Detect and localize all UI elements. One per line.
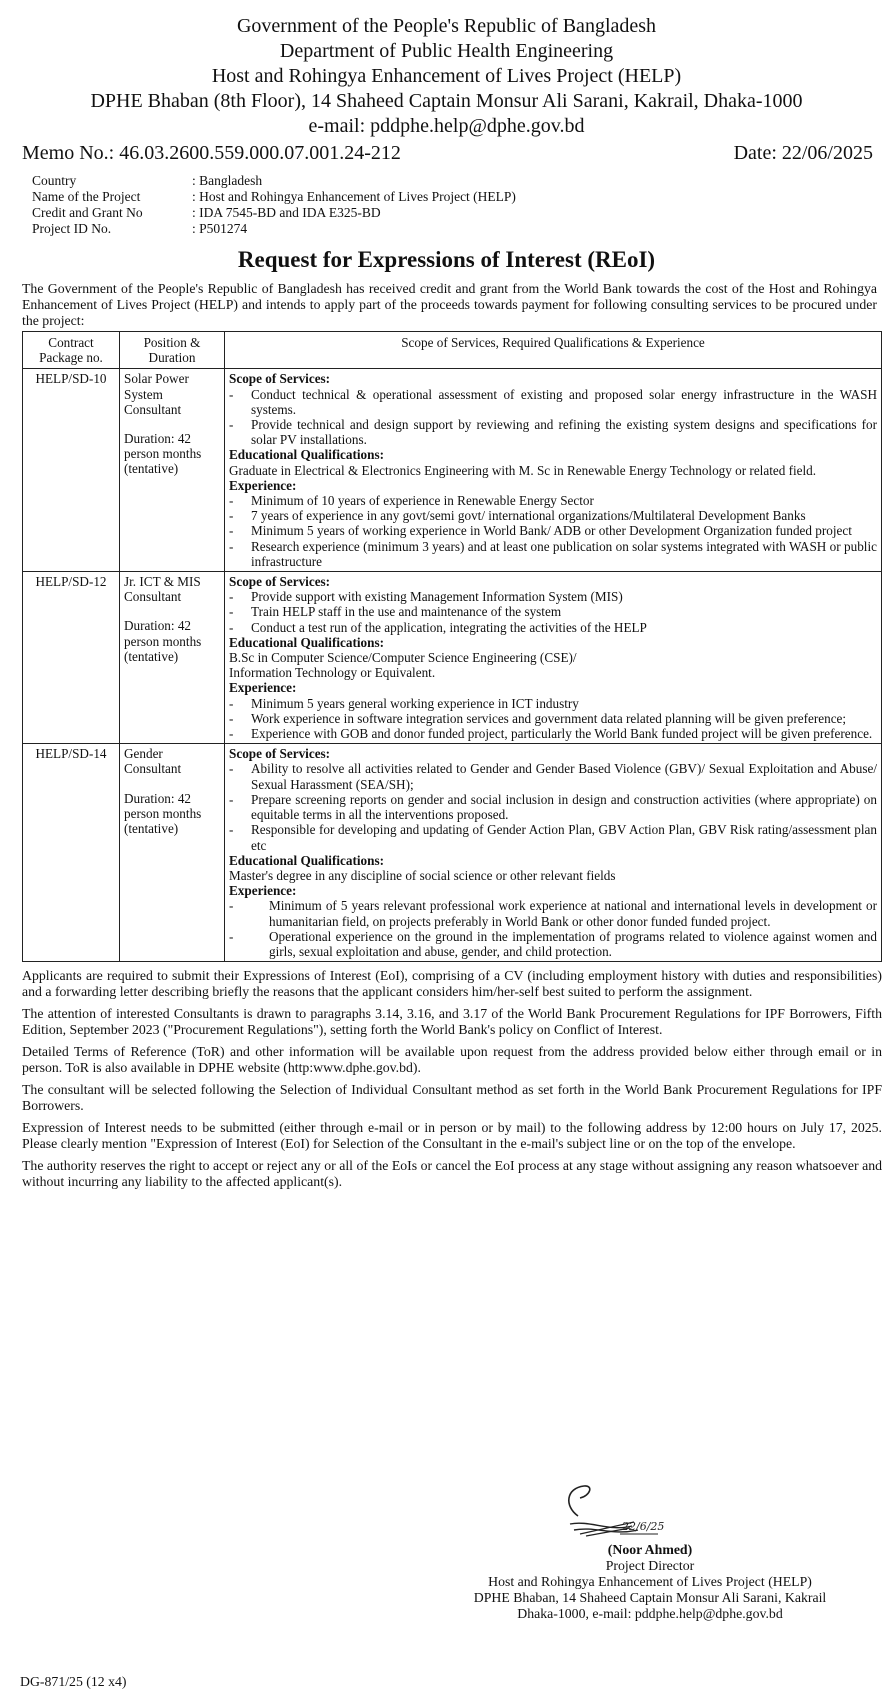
list-item: - Train HELP staff in the use and maintenance of the system [229,604,562,620]
memo-date: Date: 22/06/2025 [733,142,873,164]
experience-heading: Experience: [229,680,297,696]
intro-paragraph: The Government of the People's Republic of Bangladesh has received credit and grant from the World Bank towards the cost of the Host and Rohingya Enhancement of Lives Project (HELP) and intends to apply part of the proceeds towards payment for following consulting services to be procured under the project: [22,281,877,328]
body-paragraph: The authority reserves the right to accept or reject any or all of the EoIs or cancel the EoI process at any stage without assigning any reason whatsoever and without incurring any liability to the affected applicant(s). [22,1158,882,1190]
list-item: - 7 years of experience in any govt/semi govt/ international organizations/Multilateral Development Banks [229,508,806,524]
table-row [23,744,882,962]
table-row [23,572,882,744]
header-email: e-mail: pddphe.help@dphe.gov.bd [308,115,585,137]
list-item: - Prepare screening reports on gender and social inclusion in design and construction activities (where appropriate) on equitable terms in all the interventions proposed. [229,791,877,823]
list-item: - Operational experience on the ground in the implementation of programs related to violence against women and girls, sexual exploitation and abuse, gender, and child protection. [229,928,877,959]
meta-value: : IDA 7545-BD and IDA E325-BD [192,205,381,220]
meta-label: Project ID No. [32,221,112,236]
meta-label: Country [32,173,77,188]
education-text: B.Sc in Computer Science/Computer Science Engineering (CSE)/ [229,650,577,666]
list-item: - Responsible for developing and updating of Gender Action Plan, GBV Action Plan, GBV Risk rating/assessment plan etc [229,822,877,853]
col-header-position: Position & Duration [120,332,225,369]
signatory-title: Project Director [605,1558,695,1573]
position-duration: Duration: 42 person months (tentative) [124,618,202,664]
list-item: - Conduct a test run of the application, integrating the activities of the HELP [229,619,647,635]
header-department: Department of Public Health Engineering [279,40,614,62]
list-item: - Minimum 5 years general working experience in ICT industry [229,695,579,711]
list-item: - Provide support with existing Management Information System (MIS) [229,589,623,605]
meta-label: Credit and Grant No [32,205,143,220]
position-duration: Duration: 42 person months (tentative) [124,431,202,477]
list-item: - Experience with GOB and donor funded project, particularly the World Bank funded project will be given preference. [229,726,873,742]
signatory-address: DPHE Bhaban, 14 Shaheed Captain Monsur Ali Sarani, Kakrail [473,1590,827,1605]
scope-cell [225,572,882,744]
document-title: Request for Expressions of Interest (REoI) [237,247,656,272]
signatory-block [420,1542,880,1622]
col-header-scope: Scope of Services, Required Qualifications & Experience [225,332,882,369]
table-row [23,369,882,572]
signatory-name: (Noor Ahmed) [607,1542,693,1557]
scope-cell [225,369,882,572]
list-item: - Minimum of 10 years of experience in Renewable Energy Sector [229,493,594,509]
position-title: Solar Power System Consultant [124,371,189,417]
education-text: Information Technology or Equivalent. [229,665,436,681]
header-government: Government of the People's Republic of Bangladesh [236,15,657,37]
position-cell [120,369,225,572]
experience-heading: Experience: [229,883,297,899]
position-title: Gender Consultant [124,746,182,777]
position-cell [120,572,225,744]
education-heading: Educational Qualifications: [229,634,384,650]
handwritten-signature [550,1476,670,1546]
publication-code: DG-871/25 (12 x4) [20,1674,127,1689]
list-item: - Research experience (minimum 3 years) and at least one publication on solar systems integrated with WASH or public infrastructure [229,538,877,569]
body-paragraph: Detailed Terms of Reference (ToR) and other information will be available upon request from the address provided below either through email or in person. ToR is also available in DPHE website (http:www.dphe.gov.bd). [22,1044,882,1076]
memo-row [10,141,883,165]
list-item: - Minimum of 5 years relevant professional work experience at national and international levels in development or humanitarian field, on projects preferably in World Bank or other donor funded funded project. [229,898,877,929]
body-paragraph: Expression of Interest needs to be submitted (either through e-mail or in person or by mail) to the following address by 12:00 hours on July 17, 2025. Please clearly mention "Expression of Interest (EoI) for Selection of the Consultant in the e-mail's subject line or on the top of the envelope. [22,1120,882,1152]
scope-cell [225,744,882,962]
education-text: Graduate in Electrical & Electronics Engineering with M. Sc in Renewable Energy Technology or related field. [229,462,817,478]
header-project: Host and Rohingya Enhancement of Lives Project (HELP) [211,65,682,87]
header-address: DPHE Bhaban (8th Floor), 14 Shaheed Captain Monsur Ali Sarani, Kakrail, Dhaka-1000 [90,90,803,112]
signature-date: 22/6/25 [622,1520,665,1533]
signatory-project: Host and Rohingya Enhancement of Lives Project (HELP) [488,1574,812,1589]
list-item: - Work experience in software integration services and government data related planning will be given preference; [229,710,847,726]
scope-heading: Scope of Services: [229,371,331,387]
package-cell: HELP/SD-12 [23,572,120,744]
package-cell: HELP/SD-14 [23,744,120,962]
meta-value: : Bangladesh [192,173,263,188]
body-paragraph: The consultant will be selected following the Selection of Individual Consultant method as set forth in the World Bank Procurement Regulations for IPF Borrowers. [22,1082,882,1114]
table-header-row [23,332,882,369]
list-item: - Ability to resolve all activities related to Gender and Gender Based Violence (GBV)/ Sexual Exploitation and Abuse/ Sexual Harassment (SEA/SH); [229,761,877,792]
experience-heading: Experience: [229,477,297,493]
consulting-services-table [22,331,882,962]
signatory-email: Dhaka-1000, e-mail: pddphe.help@dphe.gov.bd [517,1606,783,1621]
education-heading: Educational Qualifications: [229,852,384,868]
scope-heading: Scope of Services: [229,574,331,590]
col-header-package: Contract Package no. [23,332,120,369]
position-title: Jr. ICT & MIS Consultant [124,574,201,605]
document-page [0,14,893,1708]
meta-label: Name of the Project [32,189,141,204]
package-cell: HELP/SD-10 [23,369,120,572]
list-item: - Conduct technical & operational assessment of existing and proposed solar energy infrastructure in the WASH systems. [229,386,877,417]
meta-value: : Host and Rohingya Enhancement of Lives Project (HELP) [192,189,516,204]
meta-value: : P501274 [192,221,248,236]
position-duration: Duration: 42 person months (tentative) [124,790,202,837]
body-paragraph: Applicants are required to submit their Expressions of Interest (EoI), comprising of a CV (including employment history with duties and responsibilities) and a forwarding letter describing briefly the reasons that the applicant considers him/her-self best suited to perform the assignment. [22,968,882,1000]
body-paragraph: The attention of interested Consultants is drawn to paragraphs 3.14, 3.16, and 3.17 of the World Bank Procurement Regulations for IPF Borrowers, Fifth Edition, September 2023 ("Procurement Regulations"), setting forth the World Bank's policy on Conflict of Interest. [22,1006,882,1038]
scope-heading: Scope of Services: [229,746,331,762]
position-cell [120,744,225,962]
project-meta [32,173,883,237]
list-item: - Minimum 5 years of working experience in World Bank/ ADB or other Development Organization funded project [229,523,852,539]
memo-number: Memo No.: 46.03.2600.559.000.07.001.24-212 [22,142,401,164]
letterhead [10,14,883,139]
education-text: Master's degree in any discipline of social science or other relevant fields [229,867,616,883]
education-heading: Educational Qualifications: [229,447,384,463]
list-item: - Provide technical and design support by reviewing and refining the existing system designs and specifications for solar PV installations. [229,417,877,448]
